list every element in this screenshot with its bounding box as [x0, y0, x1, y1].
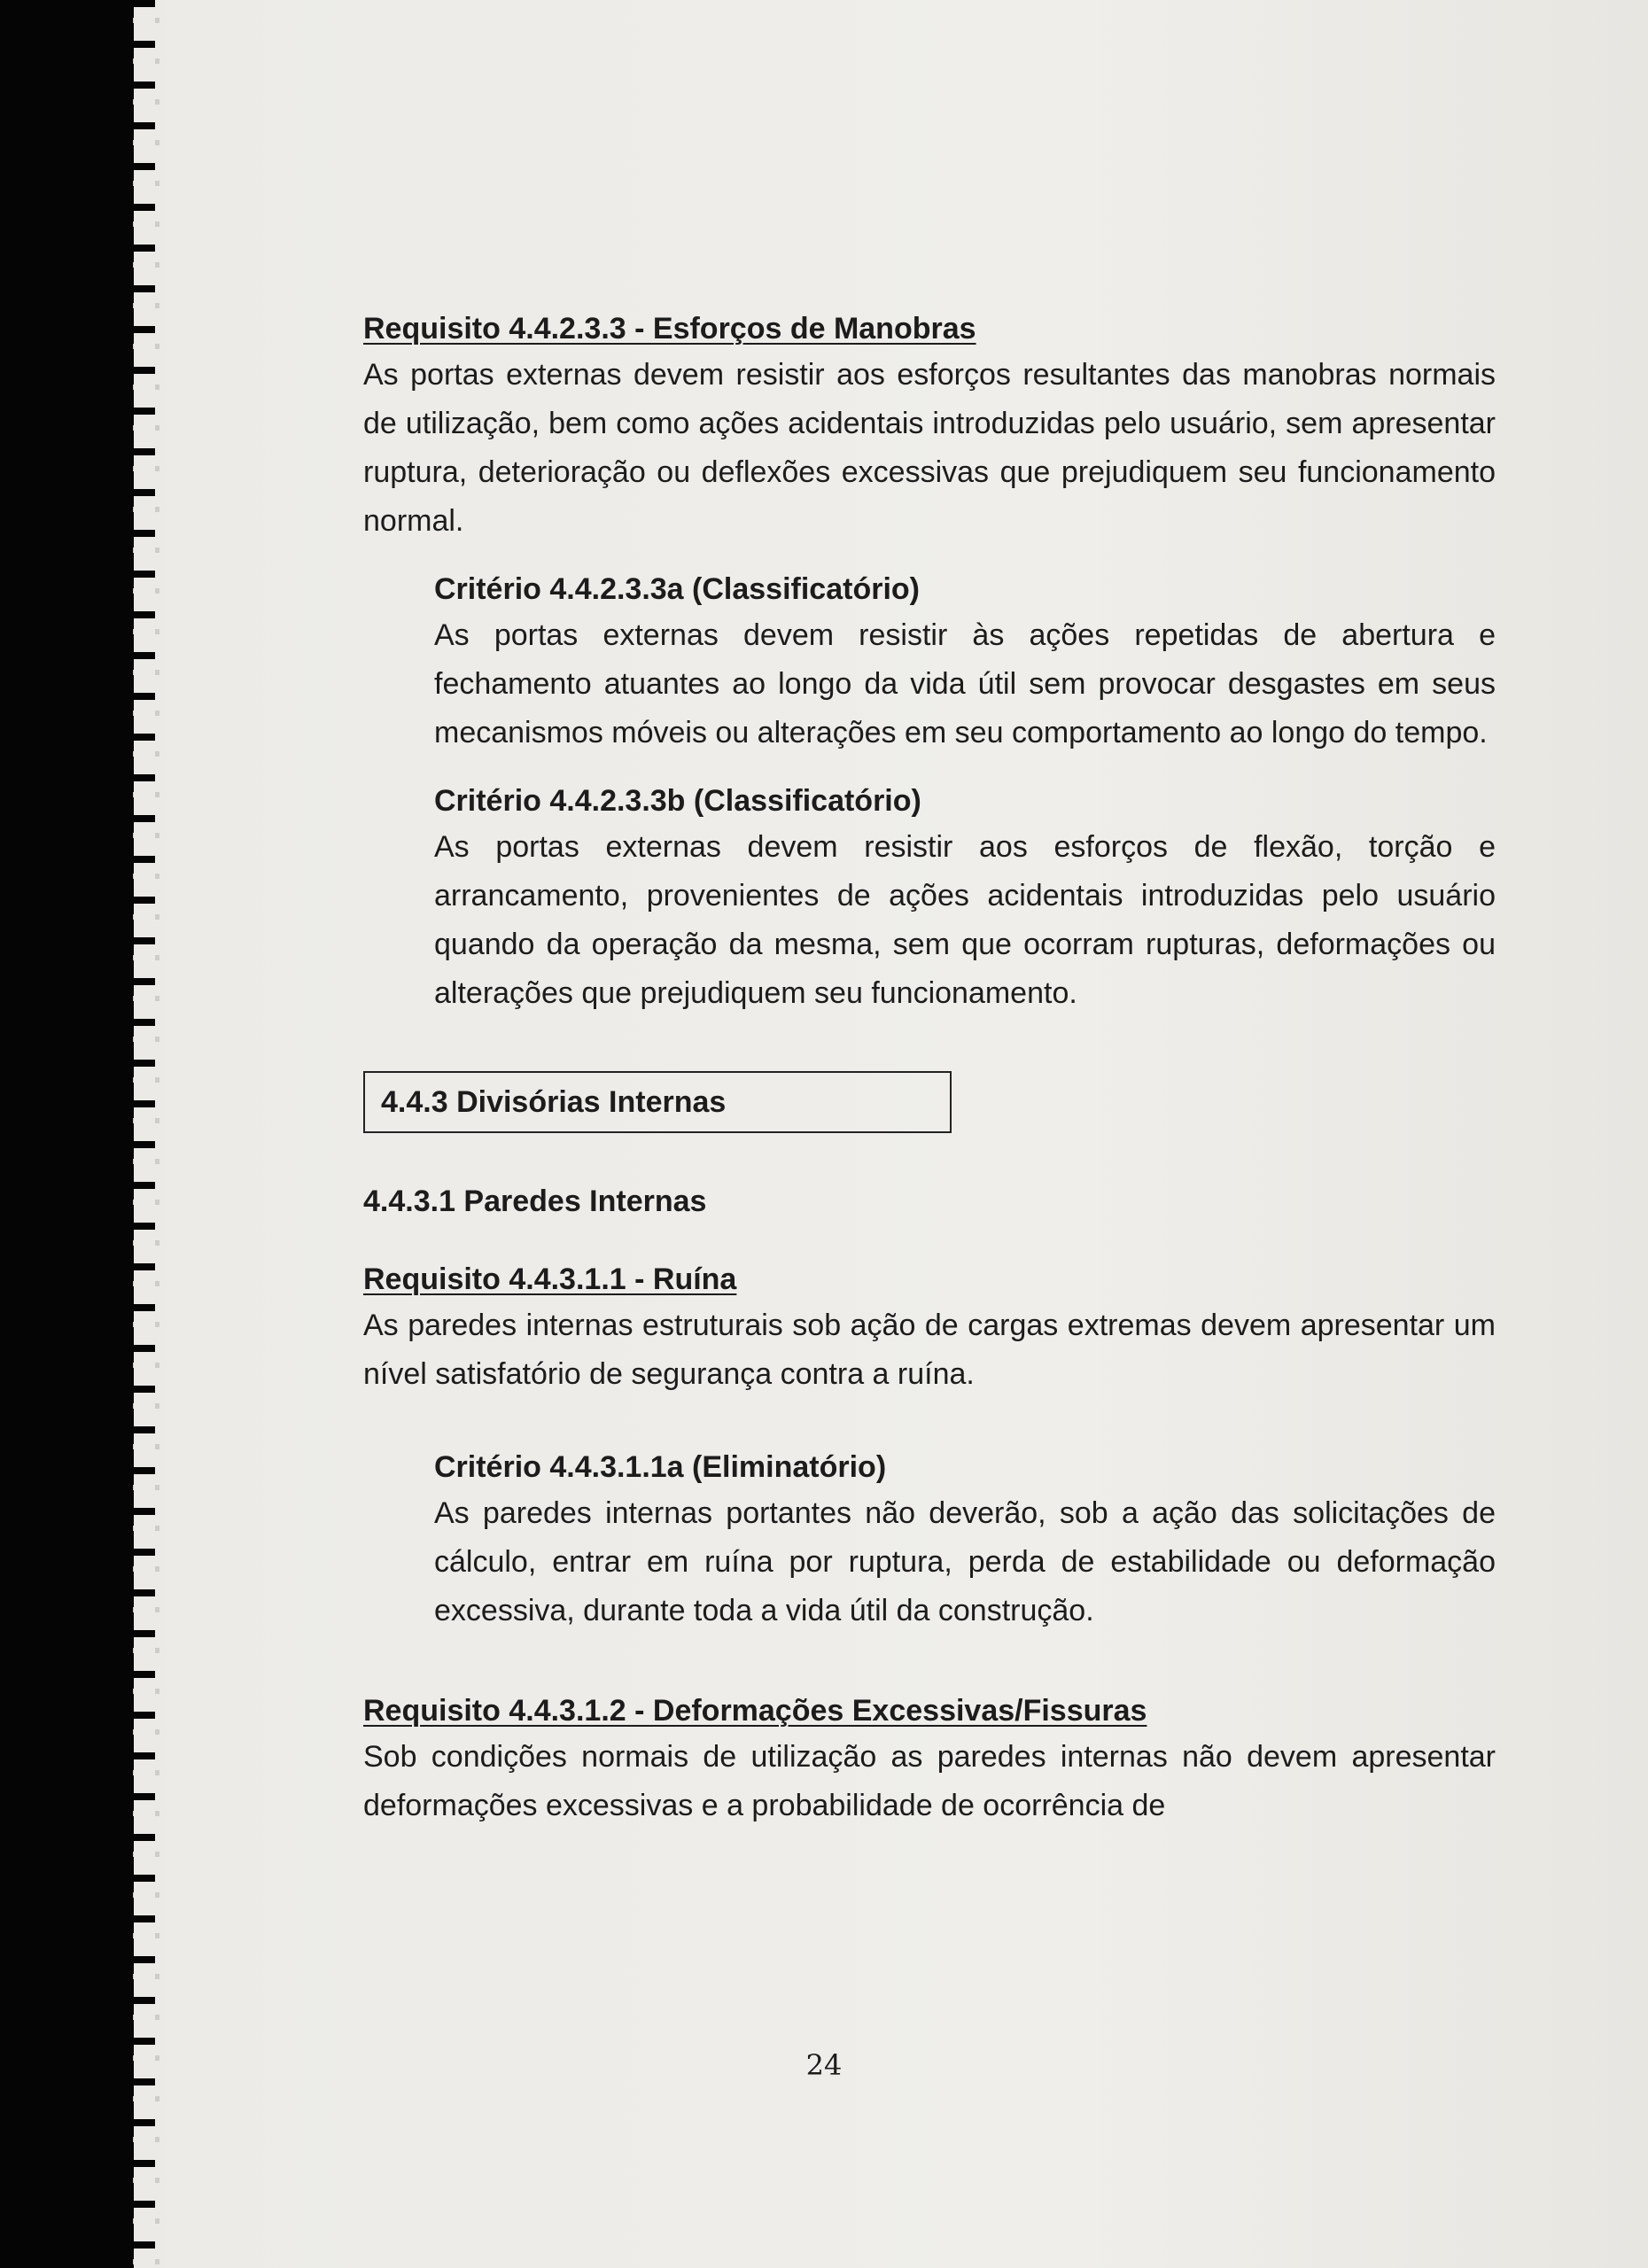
criterio-4-4-2-3-3a-body: As portas externas devem resistir às ações repetidas de abertura e fechamento atuantes ao longo da vida útil sem provocar desgastes em seus mecanismos móveis ou alterações em seu comportamento ao longo do tempo.	[434, 618, 1496, 750]
requisito-4-4-3-1-2-title: Requisito 4.4.3.1.2 - Deformações Excessivas/Fissuras	[363, 1694, 1147, 1728]
requisito-4-4-2-3-3-title: Requisito 4.4.2.3.3 - Esforços de Manobras	[363, 312, 976, 346]
requisito-4-4-2-3-3-body: As portas externas devem resistir aos esforços resultantes das manobras normais de utilização, bem como ações acidentais introduzidas pelo usuário, sem apresentar ruptura, deterioração ou deflexões excessivas que prejudiquem seu funcionamento normal.	[363, 358, 1496, 538]
requisito-4-4-3-1-1-title: Requisito 4.4.3.1.1 - Ruína	[363, 1262, 737, 1296]
criterio-4-4-2-3-3a-title: Critério 4.4.2.3.3a (Classificatório)	[434, 572, 920, 606]
requisito-4-4-3-1-1-body: As paredes internas estruturais sob ação de cargas extremas devem apresentar um nível satisfatório de segurança contra a ruína.	[363, 1309, 1496, 1391]
criterio-4-4-3-1-1a-body: As paredes internas portantes não deverão, sob a ação das solicitações de cálculo, entrar em ruína por ruptura, perda de estabilidade ou deformação excessiva, durante toda a vida útil da construção.	[434, 1496, 1496, 1627]
section-4-4-3-title: 4.4.3 Divisórias Internas	[363, 1071, 952, 1133]
page-number: 24	[805, 2048, 843, 2082]
criterio-4-4-2-3-3b	[434, 779, 1496, 1018]
criterio-4-4-2-3-3a	[434, 567, 1496, 757]
subsection-4-4-3-1-title: 4.4.3.1 Paredes Internas	[363, 1184, 707, 1218]
criterio-4-4-3-1-1a	[434, 1445, 1496, 1635]
binding-holes	[133, 0, 159, 2268]
section-4-4-3	[363, 1071, 1496, 1133]
criterio-4-4-2-3-3b-title: Critério 4.4.2.3.3b (Classificatório)	[434, 784, 921, 818]
requisito-4-4-3-1-2-body: Sob condições normais de utilização as paredes internas não devem apresentar deformações excessivas e a probabilidade de ocorrência de	[363, 1740, 1496, 1822]
spiral-binding	[0, 0, 155, 2268]
criterio-4-4-3-1-1a-title: Critério 4.4.3.1.1a (Eliminatório)	[434, 1450, 887, 1484]
page-content	[363, 307, 1496, 1830]
criterio-4-4-2-3-3b-body: As portas externas devem resistir aos esforços de flexão, torção e arrancamento, provenientes de ações acidentais introduzidas pelo usuário quando da operação da mesma, sem que ocorram rupturas, deformações ou alterações que prejudiquem seu funcionamento.	[434, 830, 1496, 1010]
